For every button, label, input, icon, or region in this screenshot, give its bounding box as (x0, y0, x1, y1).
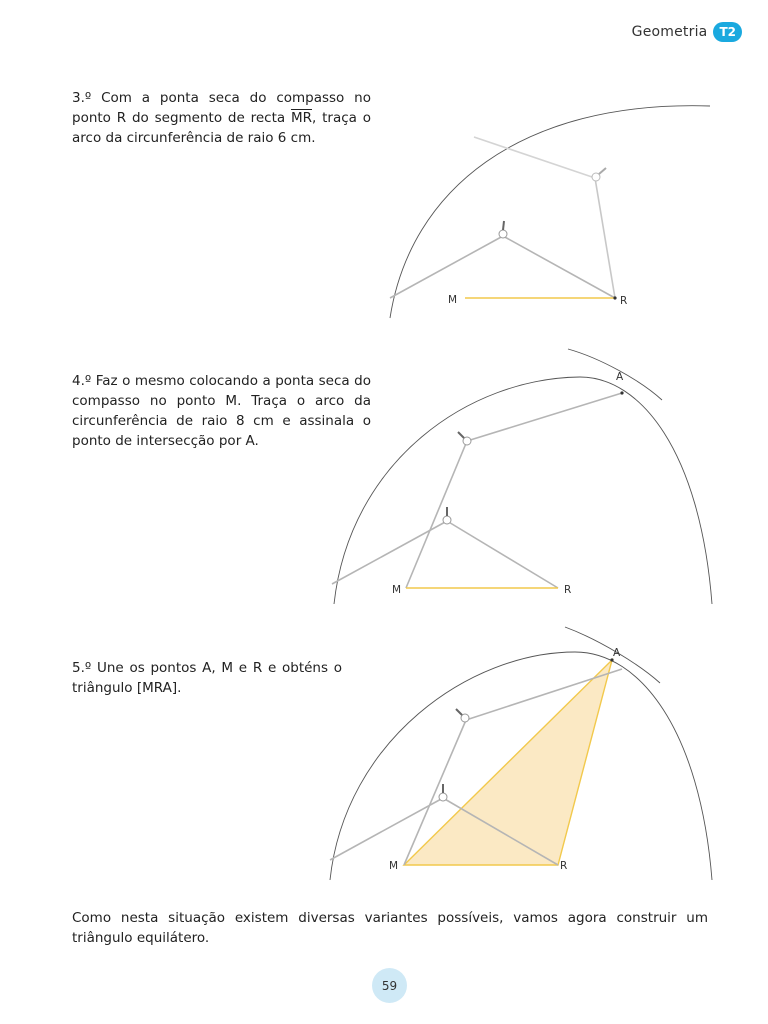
label-r: R (560, 860, 568, 872)
segment-notation: $\overline{MR}$ (290, 110, 312, 126)
closing-paragraph: Como nesta situação existem diversas variantes possíveis, vamos agora construir um triângulo equilátero. (72, 910, 708, 946)
chapter-badge: T2 (713, 22, 742, 42)
compass-hinge (443, 516, 451, 524)
step-3-text-end: , traça o arco da circunferência de raio 6 cm. (72, 110, 371, 146)
compass-leg-ghost (595, 178, 615, 298)
compass-hinge (439, 793, 447, 801)
compass-leg (406, 441, 467, 588)
compass-handle-ghost (599, 168, 606, 174)
figure-step-5 (330, 627, 712, 880)
label-m: M (389, 860, 399, 872)
triangle-mra (404, 660, 612, 865)
arc-radius-6 (568, 349, 662, 400)
compass-handle (458, 432, 464, 438)
compass-leg (390, 236, 503, 298)
compass-leg (503, 236, 615, 298)
page-number: 59 (372, 968, 407, 1003)
compass-hinge (461, 714, 469, 722)
arc-radius-8 (334, 377, 712, 604)
step-4-text: 4.º Faz o mesmo colocando a ponta seca do compasso no ponto M. Traça o arco da circunferência de raio 8 cm e assinala o ponto de intersecção por A. (72, 373, 371, 449)
point-a (620, 391, 623, 394)
label-r: R (620, 295, 628, 307)
label-m: M (392, 584, 402, 596)
compass-handle (503, 221, 504, 230)
point-r (613, 296, 616, 299)
step-5-text: 5.º Une os pontos A, M e R e obténs o triângulo [MRA]. (72, 660, 342, 696)
compass-hinge-ghost (592, 173, 600, 181)
step-3-text-start: 3.º Com a ponta seca do compasso no ponto R do segmento de recta (72, 90, 371, 126)
label-a: A (616, 371, 624, 383)
arc-radius-6 (390, 106, 710, 318)
compass-leg (467, 393, 622, 441)
compass-hinge (499, 230, 507, 238)
figure-step-3 (390, 106, 710, 318)
chapter-title: Geometria (631, 24, 708, 40)
label-r: R (564, 584, 572, 596)
compass-handle (456, 709, 462, 715)
label-m: M (448, 294, 458, 306)
compass-leg (447, 521, 558, 588)
figure-step-4 (332, 349, 712, 604)
label-a: A (613, 647, 621, 659)
compass-hinge (463, 437, 471, 445)
